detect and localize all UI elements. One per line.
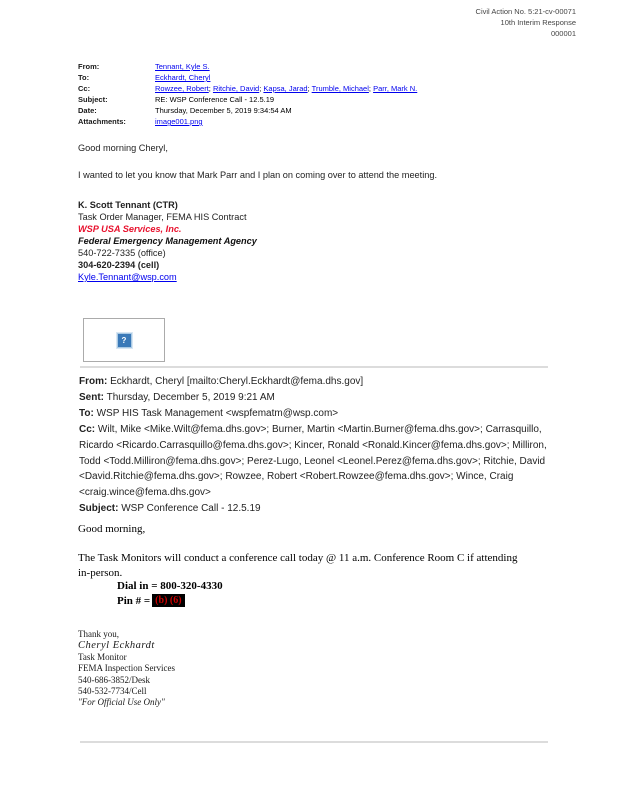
signature-agency: Federal Emergency Management Agency — [78, 236, 257, 246]
quoted-sent-label: Sent: — [79, 391, 104, 403]
dial-in-number: Dial in = 800-320-4330 — [117, 580, 223, 592]
quoted-subject-row — [79, 501, 556, 517]
pin-row — [117, 594, 185, 607]
quoted-sig-name: Cheryl Eckhardt — [78, 640, 155, 652]
quoted-from-value: Eckhardt, Cheryl [mailto:Cheryl.Eckhardt@fema.dhs.gov] — [110, 376, 364, 387]
redaction-box: (b) (6) — [152, 594, 184, 607]
quoted-sig-title: Task Monitor — [78, 651, 127, 662]
quoted-sent-row — [79, 390, 556, 406]
cc-recipient-link[interactable]: Kapsa, Jarad — [263, 84, 308, 93]
cc-recipient-link[interactable]: Parr, Mark N. — [373, 84, 418, 93]
signature-cell-phone: 304-620-2394 (cell) — [78, 260, 160, 270]
subject-label: Subject: — [78, 95, 108, 104]
broken-image-icon: ? — [117, 333, 132, 348]
header-row-cc — [78, 83, 540, 94]
quoted-email-header — [79, 374, 556, 517]
quoted-sig-fouo: "For Official Use Only" — [78, 697, 165, 708]
quoted-sig-org: FEMA Inspection Services — [78, 663, 175, 674]
quoted-greeting: Good morning, — [78, 523, 146, 535]
date-label: Date: — [78, 106, 97, 115]
attachment-link[interactable]: image001.png — [155, 117, 203, 126]
pin-label: Pin # = — [117, 594, 151, 607]
cc-label: Cc: — [78, 84, 91, 93]
signature-title: Task Order Manager, FEMA HIS Contract — [78, 212, 247, 222]
quoted-to-row — [79, 406, 556, 422]
quoted-subject-value: WSP Conference Call - 12.5.19 — [121, 503, 261, 515]
interim-response-label: 10th Interim Response — [500, 18, 576, 27]
cc-recipient-link[interactable]: Rowzee, Robert — [155, 84, 209, 93]
case-number: Civil Action No. 5:21-cv-00071 — [475, 7, 576, 16]
cc-recipient-link[interactable]: Trumble, Michael — [311, 84, 369, 93]
body-text: I wanted to let you know that Mark Parr and I plan on coming over to attend the meeting. — [78, 170, 438, 180]
quoted-sig-thanks: Thank you, — [78, 629, 119, 639]
signature-email-link[interactable]: Kyle.Tennant@wsp.com — [78, 272, 177, 282]
quoted-sig-desk-phone: 540-686-3852/Desk — [78, 674, 150, 685]
header-row-to — [78, 72, 540, 83]
signature-company: WSP USA Services, Inc. — [78, 224, 182, 234]
from-recipient-link[interactable]: Tennant, Kyle S. — [155, 62, 210, 71]
quoted-to-label: To: — [79, 407, 94, 419]
body-greeting: Good morning Cheryl, — [78, 143, 168, 153]
quoted-from-label: From: — [79, 376, 108, 387]
quoted-sent-value: Thursday, December 5, 2019 9:21 AM — [106, 391, 275, 403]
date-value: Thursday, December 5, 2019 9:34:54 AM — [155, 106, 292, 115]
quoted-subject-label: Subject: — [79, 503, 119, 515]
quoted-to-value: WSP HIS Task Management <wspfematm@wsp.com> — [96, 407, 339, 419]
subject-value: RE: WSP Conference Call - 12.5.19 — [155, 95, 275, 104]
header-row-from — [78, 61, 540, 72]
to-label: To: — [78, 73, 90, 82]
header-row-subject — [78, 94, 540, 105]
section-divider-bottom — [80, 741, 548, 743]
cc-recipient-link[interactable]: Ritchie, David — [212, 84, 260, 93]
from-label: From: — [78, 62, 100, 71]
sender-signature — [78, 199, 257, 283]
to-recipient-link[interactable]: Eckhardt, Cheryl — [155, 73, 211, 82]
quoted-cc-label: Cc: — [79, 423, 96, 435]
quoted-from-row — [79, 374, 556, 390]
signature-office-phone: 540-722-7335 (office) — [78, 248, 166, 258]
quoted-paragraph: The Task Monitors will conduct a conference call today @ 11 a.m. Conference Room C if attending in-person. — [78, 552, 518, 579]
header-row-attachments — [78, 116, 540, 127]
email-header — [78, 61, 540, 127]
attachment-image-placeholder — [83, 318, 165, 362]
section-divider-top — [80, 366, 548, 368]
case-caption — [476, 6, 576, 39]
bates-number: 000001 — [550, 29, 576, 38]
quoted-cc-row — [79, 422, 556, 502]
quoted-signature — [78, 629, 175, 709]
header-row-date — [78, 105, 540, 116]
quoted-cc-value: Wilt, Mike <Mike.Wilt@fema.dhs.gov>; Burner, Martin <Martin.Burner@fema.dhs.gov>; Carrasquillo, Ricardo <Ricardo.Carrasquillo@fema.dhs.gov>; Kincer, Ronald <Ronald.Kincer@fema.dhs.gov>; Milliron, Todd <Todd.Milliron@fema.dhs.gov>; Perez-Lugo, Leonel <Leonel.Perez@fema.dhs.gov>; Ritchie, David <David.Ritchie@fema.dhs.gov>; Rowzee, Robert <Robert.Rowzee@fema.dhs.gov>; Wince, Craig <craig.wince@fema.dhs.gov> — [79, 423, 547, 499]
signature-name: K. Scott Tennant (CTR) — [78, 200, 178, 210]
attachments-label: Attachments: — [78, 117, 126, 126]
cc-recipients: Rowzee, Robert; Ritchie, David; Kapsa, Jarad; Trumble, Michael; Parr, Mark N. — [155, 84, 418, 93]
quoted-sig-cell-phone: 540-532-7734/Cell — [78, 686, 147, 697]
